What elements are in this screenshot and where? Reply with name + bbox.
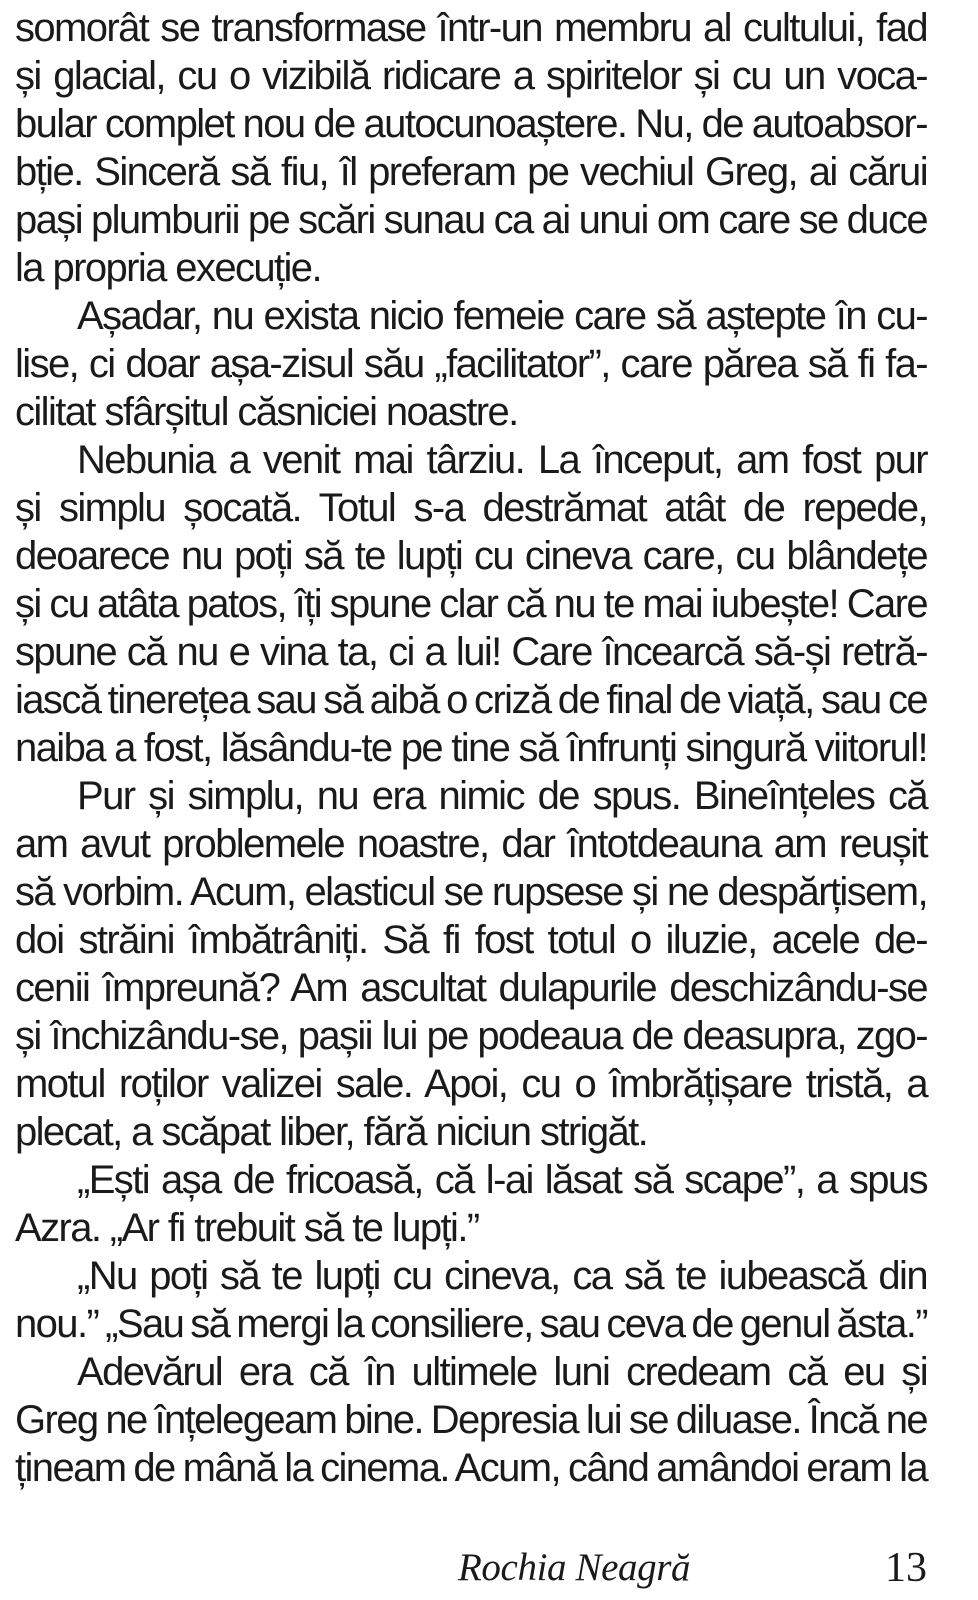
line-text: spune că nu e vina ta, ci a lui! Care încearcă să-și retră- xyxy=(15,630,927,674)
text-line xyxy=(15,868,927,916)
text-line xyxy=(15,1060,927,1108)
line-text: am avut problemele noastre, dar întotdeauna am reușit xyxy=(15,822,927,866)
line-text: „Nu poți să te lupți cu cineva, ca să te iubească din xyxy=(77,1254,927,1298)
text-line xyxy=(15,4,927,52)
line-text: Greg ne înțelegeam bine. Depresia lui se diluase. Încă ne xyxy=(15,1398,927,1442)
text-line xyxy=(15,676,927,724)
text-line xyxy=(15,1204,927,1252)
line-text: Așadar, nu exista nicio femeie care să aștepte în cu- xyxy=(77,294,927,338)
text-line xyxy=(15,1300,927,1348)
text-line xyxy=(15,820,927,868)
line-text: nou.” „Sau să mergi la consiliere, sau ceva de genul ăsta.” xyxy=(15,1302,927,1346)
text-line xyxy=(15,148,927,196)
text-line xyxy=(15,724,927,772)
line-text: cilitat sfârșitul căsniciei noastre. xyxy=(15,390,518,434)
line-text: motul roților valizei sale. Apoi, cu o îmbrățișare tristă, a xyxy=(15,1062,927,1106)
line-text: la propria execuție. xyxy=(15,246,321,290)
text-line xyxy=(15,388,927,436)
line-text: cenii împreună? Am ascultat dulapurile deschizându-se xyxy=(15,966,927,1010)
line-text: Nebunia a venit mai târziu. La început, am fost pur xyxy=(77,438,927,482)
paragraph xyxy=(15,1156,927,1252)
line-text: plecat, a scăpat liber, fără niciun strigăt. xyxy=(15,1110,648,1154)
line-text: Pur și simplu, nu era nimic de spus. Bineînțeles că xyxy=(77,774,927,818)
text-line xyxy=(15,1252,927,1300)
text-line xyxy=(15,628,927,676)
paragraph xyxy=(15,772,927,1156)
text-line xyxy=(15,52,927,100)
text-line xyxy=(15,532,927,580)
line-text: lise, ci doar așa-zisul său „facilitator”, care părea să fi fa- xyxy=(15,342,927,386)
text-line xyxy=(15,916,927,964)
text-line xyxy=(15,1012,927,1060)
line-text: doi străini îmbătrâniți. Să fi fost totul o iluzie, acele de- xyxy=(15,918,927,962)
text-line xyxy=(15,580,927,628)
line-text: bular complet nou de autocunoaștere. Nu, de autoabsor- xyxy=(15,102,927,146)
paragraph xyxy=(15,1252,927,1348)
text-line xyxy=(15,772,927,820)
text-line xyxy=(15,244,927,292)
running-title: Rochia Neagră xyxy=(458,1546,691,1589)
text-line xyxy=(15,292,927,340)
line-text: țineam de mână la cinema. Acum, când amândoi eram la xyxy=(15,1446,927,1490)
text-block xyxy=(15,4,927,1492)
line-text: Azra. „Ar fi trebuit să te lupți.” xyxy=(15,1206,479,1250)
text-line xyxy=(15,964,927,1012)
page-number: 13 xyxy=(885,1545,927,1591)
text-line xyxy=(15,436,927,484)
text-line xyxy=(15,484,927,532)
line-text: naiba a fost, lăsându-te pe tine să înfrunți singură viitorul! xyxy=(15,726,927,770)
line-text: pași plumburii pe scări sunau ca ai unui om care se duce xyxy=(15,198,927,242)
line-text: și simplu șocată. Totul s-a destrămat atât de repede, xyxy=(15,486,927,530)
text-line xyxy=(15,1108,927,1156)
paragraph xyxy=(15,4,927,292)
line-text: „Ești așa de fricoasă, că l-ai lăsat să scape”, a spus xyxy=(77,1158,927,1202)
line-text: somorât se transformase într-un membru al cultului, fad xyxy=(15,6,927,50)
line-text: să vorbim. Acum, elasticul se rupsese și ne despărțisem, xyxy=(15,870,927,914)
text-line xyxy=(15,100,927,148)
text-line xyxy=(15,1156,927,1204)
paragraph xyxy=(15,292,927,436)
text-line xyxy=(15,1348,927,1396)
line-text: bție. Sinceră să fiu, îl preferam pe vechiul Greg, ai cărui xyxy=(15,150,927,194)
line-text: și glacial, cu o vizibilă ridicare a spiritelor și cu un voca- xyxy=(15,54,927,98)
text-line xyxy=(15,196,927,244)
text-line xyxy=(15,1444,927,1492)
paragraph xyxy=(15,436,927,772)
line-text: și închizându-se, pașii lui pe podeaua de deasupra, zgo- xyxy=(15,1014,927,1058)
line-text: deoarece nu poți să te lupți cu cineva care, cu blândețe xyxy=(15,534,927,578)
line-text: și cu atâta patos, îți spune clar că nu te mai iubește! Care xyxy=(15,582,927,626)
line-text: iască tinerețea sau să aibă o criză de final de viață, sau ce xyxy=(15,678,927,722)
text-line xyxy=(15,1396,927,1444)
line-text: Adevărul era că în ultimele luni credeam că eu și xyxy=(77,1350,927,1394)
page-footer xyxy=(0,1544,978,1600)
text-line xyxy=(15,340,927,388)
paragraph xyxy=(15,1348,927,1492)
